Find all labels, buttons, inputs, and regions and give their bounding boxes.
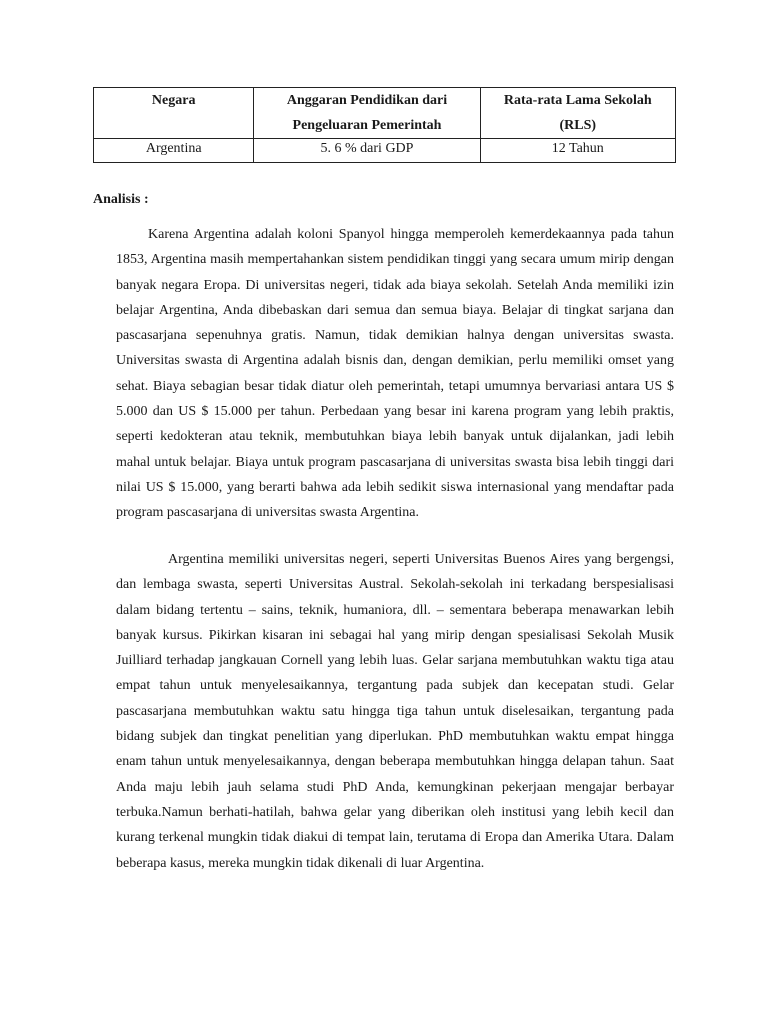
column-header-average-schooling: Rata-rata Lama Sekolah (RLS) (480, 88, 675, 139)
cell-education-budget: 5. 6 % dari GDP (254, 139, 480, 163)
analysis-paragraph-1: Karena Argentina adalah koloni Spanyol hingga memperoleh kemerdekaannya pada tahun 1853, Argentina masih mempertahankan sistem pendidikan tinggi yang secara umum mirip dengan banyak negara Eropa. Di universitas negeri, tidak ada biaya sekolah. Setelah Anda memiliki izin belajar Argentina, Anda dibebaskan dari semua dan semua biaya. Belajar di tingkat sarjana dan pascasarjana sepenuhnya gratis. Namun, tidak demikian halnya dengan universitas swasta. Universitas swasta di Argentina adalah bisnis dan, dengan demikian, perlu memiliki omset yang sehat. Biaya sebagian besar tidak diatur oleh pemerintah, tetapi umumnya bervariasi antara US $ 5.000 dan US $ 15.000 per tahun. Perbedaan yang besar ini karena program yang lebih praktis, seperti kedokteran atau teknik, membutuhkan biaya lebih banyak untuk dijalankan, jadi lebih mahal untuk belajar. Biaya untuk program pascasarjana di universitas swasta bisa lebih tinggi dari nilai US $ 15.000, yang berarti bahwa ada lebih sedikit siswa internasional yang mendaftar pada program pascasarjana di universitas swasta Argentina. (116, 227, 674, 521)
table-row (94, 139, 676, 163)
cell-country: Argentina (94, 139, 254, 163)
education-stats-table (93, 87, 676, 163)
analysis-paragraph-2: Argentina memiliki universitas negeri, seperti Universitas Buenos Aires yang bergengsi, dan lembaga swasta, seperti Universitas Austral. Sekolah-sekolah ini terkadang berspesialisasi dalam bidang tertentu – sains, teknik, humaniora, dll. – sementara beberapa menawarkan lebih banyak kursus. Pikirkan kisaran ini sebagai hal yang mirip dengan spesialisasi Sekolah Musik Juilliard terhadap jangkauan Cornell yang lebih luas. Gelar sarjana membutuhkan waktu tiga atau empat tahun untuk menyelesaikannya, tergantung pada subjek dan kecepatan studi. Gelar pascasarjana membutuhkan waktu satu hingga tiga tahun untuk diselesaikan, tergantung pada bidang subjek dan tingkat penelitian yang diperlukan. PhD membutuhkan waktu empat hingga enam tahun untuk menyelesaikannya, dengan beberapa membutuhkan hingga delapan tahun. Saat Anda maju lebih jauh selama studi PhD Anda, kemungkinan pekerjaan mengajar berbayar terbuka.Namun berhati-hatilah, bahwa gelar yang diberikan oleh institusi yang lebih kecil dan kurang terkenal mungkin tidak diakui di tempat lain, terutama di Eropa dan Amerika Utara. Dalam beberapa kasus, mereka mungkin tidak dikenali di luar Argentina. (116, 552, 674, 871)
cell-average-schooling: 12 Tahun (480, 139, 675, 163)
analysis-heading: Analisis : (93, 192, 149, 207)
column-header-education-budget: Anggaran Pendidikan dari Pengeluaran Pemerintah (254, 88, 480, 139)
column-header-country: Negara (94, 88, 254, 139)
table-header-row (94, 88, 676, 139)
